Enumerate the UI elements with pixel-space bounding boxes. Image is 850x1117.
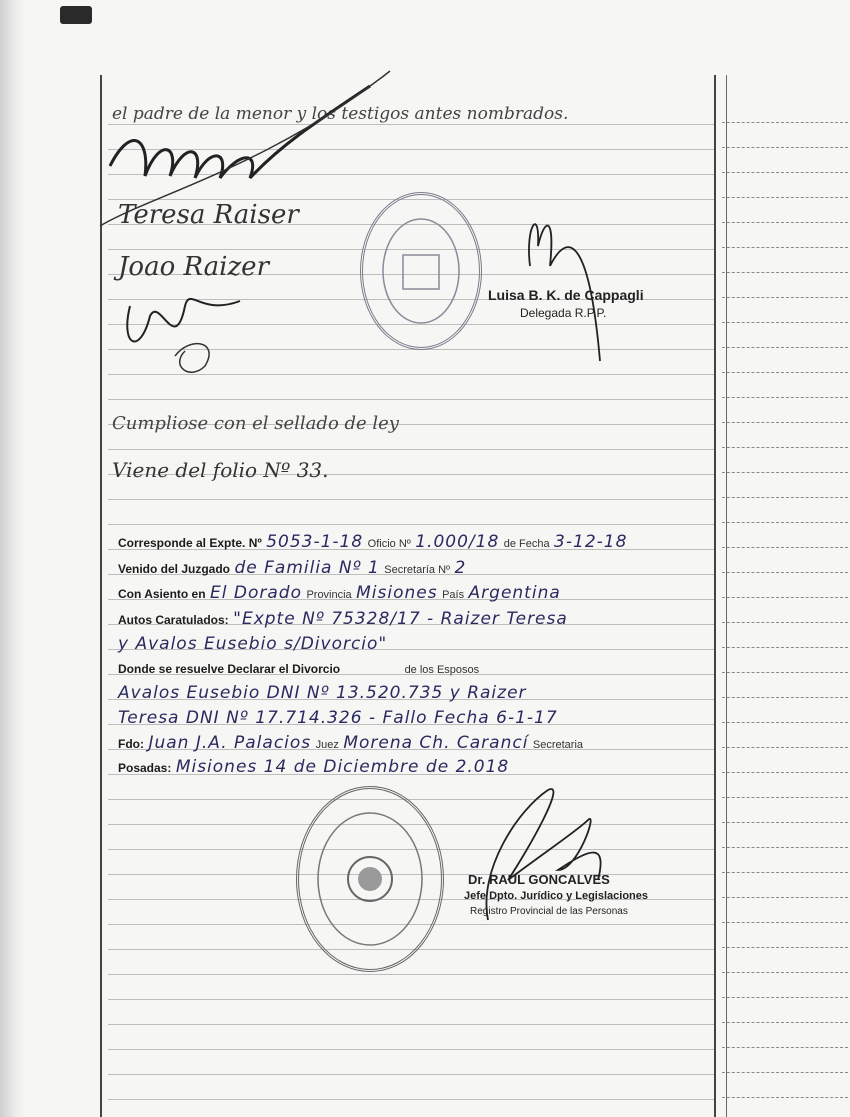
seal-emblem — [299, 789, 441, 969]
dashed-ruled-line — [722, 922, 848, 923]
delegate-signature — [510, 186, 610, 366]
dashed-ruled-line — [722, 997, 848, 998]
asiento-label: Con Asiento en — [118, 587, 206, 601]
dashed-ruled-line — [722, 972, 848, 973]
dashed-ruled-line — [722, 322, 848, 323]
dashed-ruled-line — [722, 1072, 848, 1073]
ruled-line — [108, 1099, 714, 1100]
dashed-ruled-line — [722, 572, 848, 573]
handwritten-closing-line: el padre de la menor y los testigos antes nombrados. — [112, 104, 569, 124]
secretaria-name: Morena Ch. Carancí — [343, 733, 529, 753]
dashed-ruled-line — [722, 722, 848, 723]
dashed-ruled-line — [722, 397, 848, 398]
dashed-ruled-line — [722, 697, 848, 698]
dashed-ruled-line — [722, 622, 848, 623]
dashed-ruled-line — [722, 297, 848, 298]
registrar-name: Luisa B. K. de Cappagli — [488, 287, 644, 303]
dashed-ruled-line — [722, 422, 848, 423]
dashed-ruled-line — [722, 547, 848, 548]
dashed-ruled-line — [722, 1022, 848, 1023]
posadas-label: Posadas: — [118, 761, 172, 775]
binder-clip — [60, 6, 92, 24]
dashed-ruled-line — [722, 1047, 848, 1048]
dashed-ruled-line — [722, 447, 848, 448]
handwritten-viene-note: Viene del folio Nº 33. — [112, 458, 329, 482]
form-row-firma — [118, 733, 583, 753]
esposo-value: Avalos Eusebio DNI Nº 13.520.735 y Raizer — [118, 683, 527, 703]
esposos-label: de los Esposos — [404, 664, 480, 676]
form-row-esposa — [118, 708, 558, 728]
dashed-ruled-line — [722, 497, 848, 498]
signer-title-2: Registro Provincial de las Personas — [470, 906, 628, 917]
right-margin-line — [714, 75, 716, 1117]
form-row-esposo — [118, 683, 527, 703]
dashed-ruled-line — [722, 672, 848, 673]
dashed-ruled-line — [722, 797, 848, 798]
ruled-line — [108, 1049, 714, 1050]
juez-name: Juan J.A. Palacios — [148, 733, 312, 753]
dashed-ruled-line — [722, 372, 848, 373]
secretaria-label: Secretaría Nº — [384, 564, 451, 576]
oficio-value: 1.000/18 — [415, 532, 500, 552]
form-row-autos — [118, 609, 568, 629]
fecha-value: 3-12-18 — [554, 532, 628, 552]
form-row-juzgado — [118, 558, 466, 578]
dashed-ruled-line — [722, 872, 848, 873]
juzgado-value: de Familia Nº 1 — [234, 558, 380, 578]
signer-title-1: Jefe Dpto. Jurídico y Legislaciones — [464, 890, 648, 902]
dashed-ruled-line — [722, 897, 848, 898]
ruled-line — [108, 524, 714, 525]
autos-label: Autos Caratulados: — [118, 613, 229, 627]
dashed-ruled-line — [722, 172, 848, 173]
dashed-ruled-line — [722, 122, 848, 123]
provincia-value: Misiones — [356, 583, 438, 603]
autos-value-cont: y Avalos Eusebio s/Divorcio" — [118, 634, 388, 654]
secretaria-value: 2 — [454, 558, 467, 578]
ruled-line — [108, 999, 714, 1000]
esposa-value: Teresa DNI Nº 17.714.326 - Fallo Fecha 6-1-17 — [118, 708, 558, 728]
ruled-line — [108, 1074, 714, 1075]
juzgado-label: Venido del Juzgado — [118, 562, 231, 576]
dashed-ruled-line — [722, 197, 848, 198]
dashed-ruled-line — [722, 597, 848, 598]
dashed-ruled-line — [722, 647, 848, 648]
dashed-ruled-line — [722, 772, 848, 773]
fdo-label: Fdo: — [118, 737, 144, 751]
dashed-ruled-line — [722, 747, 848, 748]
posadas-value: Misiones 14 de Diciembre de 2.018 — [175, 757, 510, 777]
expediente-value: 5053-1-18 — [266, 532, 364, 552]
autos-value: "Expte Nº 75328/17 - Raizer Teresa — [233, 609, 568, 629]
ruled-line — [108, 499, 714, 500]
stamp-emblem — [363, 195, 479, 347]
dashed-ruled-line — [722, 147, 848, 148]
expediente-label: Corresponde al Expte. Nº — [118, 536, 262, 550]
secretaria-title-label: Secretaria — [532, 739, 584, 751]
form-row-asiento — [118, 583, 561, 603]
ruled-line — [108, 1024, 714, 1025]
ruled-line — [108, 449, 714, 450]
provincia-label: Provincia — [306, 589, 352, 601]
provincial-registry-seal — [296, 786, 444, 972]
dashed-ruled-line — [722, 847, 848, 848]
dashed-ruled-line — [722, 1097, 848, 1098]
asiento-value: El Dorado — [210, 583, 302, 603]
pais-value: Argentina — [468, 583, 561, 603]
handwritten-signature-joao: Joao Raizer — [118, 252, 269, 282]
form-row-autos-cont — [118, 634, 387, 654]
handwritten-sellado-note: Cumpliose con el sellado de ley — [112, 413, 399, 434]
ruled-line — [108, 399, 714, 400]
form-row-resuelve — [118, 660, 479, 678]
dashed-ruled-line — [722, 272, 848, 273]
signer-name: Dr. RAUL GONCALVES — [468, 872, 610, 887]
dashed-ruled-line — [722, 347, 848, 348]
dashed-ruled-line — [722, 472, 848, 473]
registrar-title: Delegada R.P.P. — [520, 306, 607, 320]
ruled-line — [108, 974, 714, 975]
registry-round-stamp — [360, 192, 482, 350]
dashed-ruled-line — [722, 247, 848, 248]
dashed-ruled-line — [722, 822, 848, 823]
dashed-ruled-line — [722, 522, 848, 523]
form-row-posadas — [118, 757, 509, 777]
handwritten-signature-teresa: Teresa Raiser — [118, 200, 299, 230]
pais-label: País — [442, 589, 465, 601]
right-column-dashed-lines — [722, 98, 848, 1117]
resuelve-label: Donde se resuelve Declarar el Divorcio — [118, 662, 341, 676]
dashed-ruled-line — [722, 947, 848, 948]
oficio-label: Oficio Nº — [367, 538, 411, 550]
form-row-expediente — [118, 532, 627, 552]
fecha-label: de Fecha — [503, 538, 550, 550]
juez-label: Juez — [315, 739, 339, 751]
dashed-ruled-line — [722, 222, 848, 223]
book-binding — [0, 0, 26, 1117]
